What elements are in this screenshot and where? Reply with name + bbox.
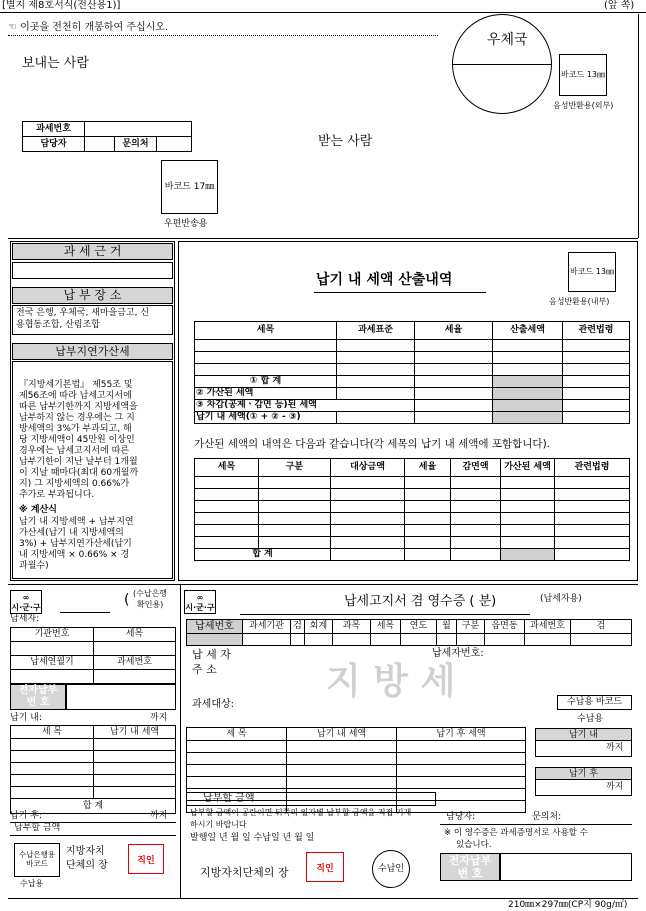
tax-calc-table: 세목 과세표준 세율 산출세액 관련법령 ① 합 계 ② 가산된 세액 ③ 차감(공제ㆍ감면 등)된 세액 납기 내 세액(① + ② - ③) [194,321,630,424]
penalty-content: 『지방세기본법』 제55조 및 제56조에 따라 납세고지서에 따른 납부기한까지 지방세액을 납부하지 않는 경우에는 그 지 방세액의 3%가 부과되고, 해 당 지방세액이 45만원 이상인 경우에는 납세고지서에 따른 납부기한이 지난 날부터 1개월 이 지날 때마다(최대 60개월까 지) 그 지방세액의 0.66%가 추가로 부과됩니다. ※ 계산식 납기 내 지방세액 + 납부지연 가산세(납기 내 지방세액의 3%) + 납부지연가산세(납기 내 지방세액 × 0.66% × 경 과월수) [12,361,173,579]
fold-note: ☜ 이곳을 전천히 개봉하여 주십시오. [8,22,169,33]
stub-epay-label: 전자납부 번 호 [10,684,66,710]
receipt-due-after-box: 납기 후 까지 [535,767,632,796]
tax-target: 과세대상: [192,699,235,710]
stub-id-table: 기관번호 세목 납세연월기 과세번호 [10,627,176,684]
return-mail-label: 우편반송용 [164,219,208,229]
taxpayer-use-label: (납세자용) [540,594,582,604]
receiver-label: 받는 사람 [318,134,373,149]
barcode-13mm-box: 바코드 13㎜ [559,54,607,96]
receipt-epay-value [500,853,632,881]
local-tax-watermark: 지 방 세 [326,661,456,702]
receipt-pay-amount: 납부할 금액 [186,792,436,806]
receipt-valid-2: 있습니다. [456,840,492,850]
place-content: 전국 은행, 우체국, 새마을금고, 신 용협동조합, 산림조합 [12,305,173,335]
receipt-inquiry: 문의처: [532,812,562,822]
section-divider [8,238,638,239]
receive-stamp: 수납인 [372,850,410,888]
stub-epay-value [66,684,176,710]
stub-pay-amount: 납부할 금액 [14,823,61,833]
receipt-notice-2: 하시기 바랍니다 [190,820,247,829]
receipt-valid-1: ※ 이 영수증은 과세증명서로 사용할 수 [444,828,588,838]
receipt-taxpayer-no: 납세자번호: [432,648,484,659]
stub-due-in: 납기 내: [10,713,42,723]
return-ext-label: 음성반환용(외부) [553,101,614,110]
receipt-epay-label: 전자납부 번 호 [440,853,500,881]
basis-title: 과 세 근 거 [12,243,173,260]
receipt-due-in-box: 납기 내 까지 [535,728,632,757]
added-tax-table: 세목 구분 대상금액 세율 감면액 가산된 세액 관련법령 합 계 [194,458,630,561]
sender-label: 보내는 사람 [22,56,89,71]
recv-barcode-box: 수납용 바코드 [557,695,632,710]
calc-title: 납기 내 세액 산출내역 [316,272,453,288]
right-border [638,14,639,238]
paper-spec: 210㎜×297㎜(CP지 90g/㎡) [508,900,628,910]
barcode-17mm-box: 바코드 17㎜ [161,160,218,214]
sender-info-table: 과세번호 담당자 문의처 [22,121,192,152]
receipt-notice-1: 납부할 금액이 공란이면 뒤쪽의 일자별 납부할 금액을 직접 기재 [190,808,412,817]
receipt-title: 납세고지서 겸 영수증 ( 분) [344,594,497,609]
receipt-taxpayer: 납 세 자 [192,648,231,661]
receipt-head: 지방자치단체의 장 [200,866,289,879]
form-number: [별지 제8호서식(전산용1)] [2,0,121,11]
receipt-address: 주 소 [192,663,217,676]
receipt-date-line: 발행일 년 월 일 수납일 년 월 일 [190,833,315,843]
stub-recv-barcode: 수납은행용 바코드 [14,843,60,877]
penalty-title: 납부지연가산세 [12,343,173,360]
basis-content [12,262,173,279]
confirm-label: 확인용) [137,600,164,609]
stub-head: 지방자치 [66,846,105,857]
receipt-manager: 담당자: [446,812,476,822]
receipt-logo: ∞ 시·군·구 [184,590,216,614]
barcode-13mm-internal: 바코드 13㎜ [568,252,616,292]
stub-taxpayer: 납세자: [10,614,40,624]
top-border [0,12,646,13]
page-side: (앞 쪽) [604,0,635,11]
sigungu-logo: ∞ 시·군·구 [10,590,42,614]
post-office-label: 우체국 [487,32,528,48]
stub-seal: 직인 [128,844,164,874]
receipt-tax-table: 세 목 납기 내 세액 납기 후 세액 [186,727,526,813]
postmark-circle [452,14,552,114]
stub-tax-table: 세 목 납기 내 세액 합 계 [10,725,176,814]
stub-due-after: 납기 후: [10,811,42,821]
cut-line [8,35,438,36]
receipt-seal: 직인 [306,852,344,882]
added-note: 가산된 세액의 내역은 다음과 같습니다(각 세목의 납기 내 세액에 포함합니다). [194,438,551,450]
receipt-header-table: 납세번호 과세기관 검 회계 과목 세목 연도 월 구분 읍면동 과세번호 검 [186,619,632,646]
bank-keep-label: (수납은행 [133,589,168,598]
place-title: 납 부 장 소 [12,287,173,304]
return-int-label: 음성반환용(내부) [549,297,610,306]
